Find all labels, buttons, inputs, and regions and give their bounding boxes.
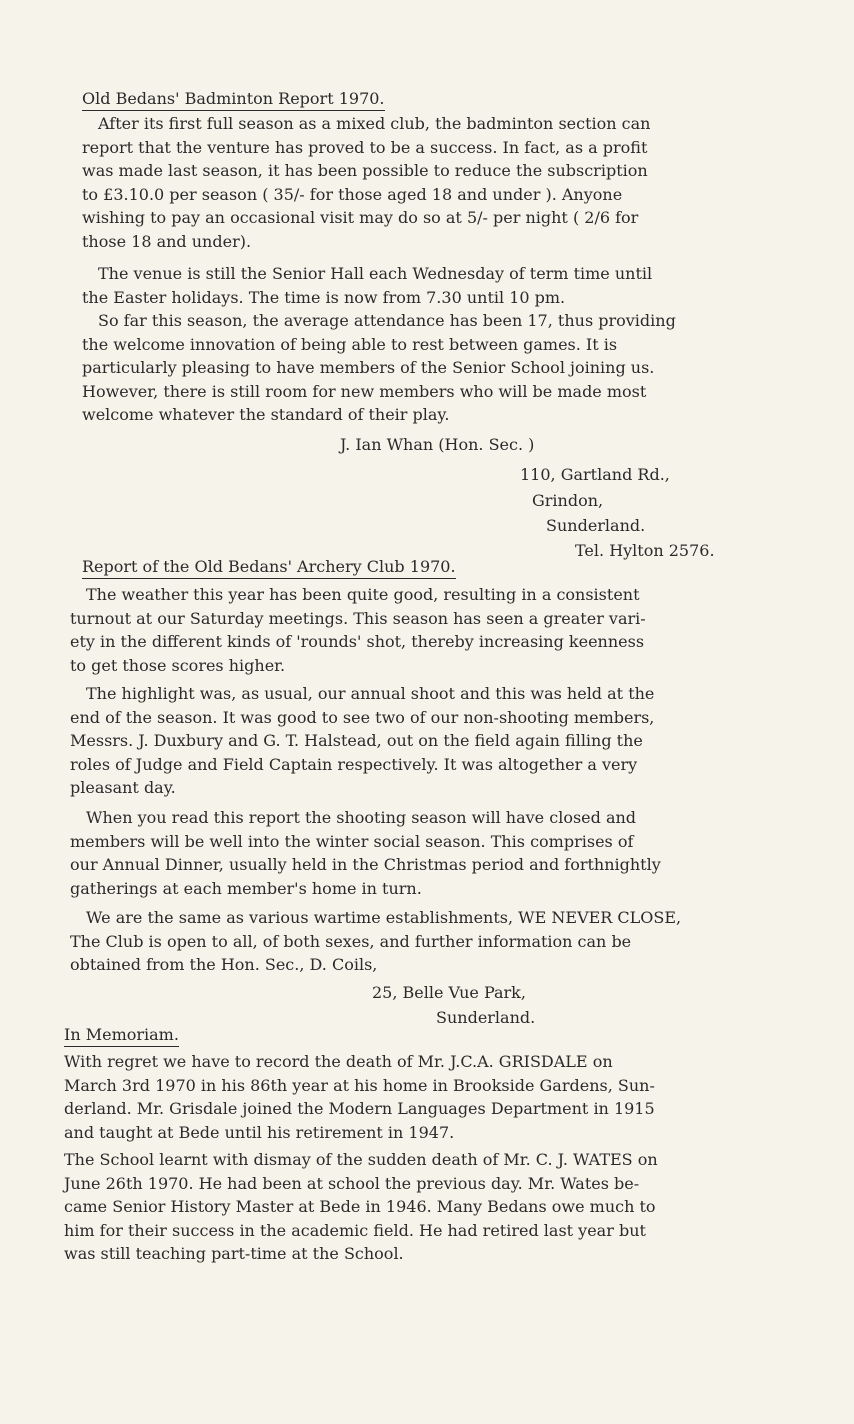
text-line: ety in the different kinds of 'rounds' shot, thereby increasing keenness xyxy=(70,632,645,651)
text-line: our Annual Dinner, usually held in the Christmas period and forthnightly xyxy=(70,855,661,874)
archery-paragraph-2 xyxy=(70,682,654,800)
badminton-paragraph-3 xyxy=(82,309,676,427)
text-line: was still teaching part-time at the School. xyxy=(64,1244,404,1263)
text-line: After its first full season as a mixed club, the badminton section can xyxy=(98,114,651,133)
badminton-address-line: Grindon, xyxy=(532,491,604,510)
badminton-address-line: Tel. Hylton 2576. xyxy=(575,541,715,560)
text-line: With regret we have to record the death of Mr. J.C.A. GRISDALE on xyxy=(64,1052,613,1071)
memoriam-paragraph-2 xyxy=(64,1148,658,1266)
text-line: obtained from the Hon. Sec., D. Coils, xyxy=(70,955,378,974)
text-line: Messrs. J. Duxbury and G. T. Halstead, out on the field again filling the xyxy=(70,731,643,750)
text-line: end of the season. It was good to see two of our non-shooting members, xyxy=(70,707,655,727)
text-line: and taught at Bede until his retirement in 1947. xyxy=(64,1122,455,1142)
text-line: roles of Judge and Field Captain respectively. It was altogether a very xyxy=(70,754,638,774)
archery-paragraph-3 xyxy=(70,806,661,900)
badminton-signature: J. Ian Whan (Hon. Sec. ) xyxy=(340,435,535,454)
text-line: pleasant day. xyxy=(70,778,176,797)
text-line: The highlight was, as usual, our annual shoot and this was held at the xyxy=(86,684,655,703)
text-line: turnout at our Saturday meetings. This season has seen a greater vari- xyxy=(70,608,646,628)
text-line: the Easter holidays. The time is now from 7.30 until 10 pm. xyxy=(82,287,566,307)
text-line: The venue is still the Senior Hall each Wednesday of term time until xyxy=(98,264,653,283)
archery-address-line: Sunderland. xyxy=(436,1008,536,1027)
text-line: to get those scores higher. xyxy=(70,655,286,675)
memoriam-paragraph-1 xyxy=(64,1050,655,1144)
badminton-address-line: Sunderland. xyxy=(546,516,646,535)
text-line: was made last season, it has been possible to reduce the subscription xyxy=(82,161,648,180)
text-line: welcome whatever the standard of their play. xyxy=(82,405,450,424)
text-line: particularly pleasing to have members of the Senior School joining us. xyxy=(82,358,655,377)
text-line: report that the venture has proved to be a success. In fact, as a profit xyxy=(82,137,648,157)
text-line: him for their success in the academic field. He had retired last year but xyxy=(64,1220,646,1240)
text-line: those 18 and under). xyxy=(82,231,252,251)
text-line: the welcome innovation of being able to rest between games. It is xyxy=(82,334,618,354)
text-line: The Club is open to all, of both sexes, and further information can be xyxy=(70,931,632,951)
badminton-title: Old Bedans' Badminton Report 1970. xyxy=(82,89,385,111)
text-line: When you read this report the shooting season will have closed and xyxy=(86,808,637,827)
archery-title: Report of the Old Bedans' Archery Club 1970. xyxy=(82,557,456,579)
badminton-paragraph-1 xyxy=(82,112,650,253)
text-line: The weather this year has been quite good, resulting in a consistent xyxy=(86,585,640,604)
text-line: gatherings at each member's home in turn. xyxy=(70,878,422,898)
text-line: We are the same as various wartime establishments, WE NEVER CLOSE, xyxy=(86,908,682,927)
text-line: wishing to pay an occasional visit may do so at 5/- per night ( 2/6 for xyxy=(82,208,639,227)
text-line: March 3rd 1970 in his 86th year at his home in Brookside Gardens, Sun- xyxy=(64,1075,655,1095)
text-line: However, there is still room for new members who will be made most xyxy=(82,381,647,401)
badminton-address-line: 110, Gartland Rd., xyxy=(520,465,670,484)
archery-paragraph-4 xyxy=(70,906,681,977)
text-line: The School learnt with dismay of the sudden death of Mr. C. J. WATES on xyxy=(64,1150,658,1169)
text-line: came Senior History Master at Bede in 1946. Many Bedans owe much to xyxy=(64,1197,656,1216)
text-line: June 26th 1970. He had been at school the previous day. Mr. Wates be- xyxy=(64,1173,640,1193)
archery-address-line: 25, Belle Vue Park, xyxy=(372,983,526,1002)
archery-paragraph-1 xyxy=(70,583,646,677)
memoriam-title: In Memoriam. xyxy=(64,1025,179,1047)
text-line: to £3.10.0 per season ( 35/- for those aged 18 and under ). Anyone xyxy=(82,184,623,204)
text-line: derland. Mr. Grisdale joined the Modern Languages Department in 1915 xyxy=(64,1099,655,1118)
text-line: members will be well into the winter social season. This comprises of xyxy=(70,831,634,851)
badminton-paragraph-2 xyxy=(82,262,652,309)
text-line: So far this season, the average attendance has been 17, thus providing xyxy=(98,311,676,330)
